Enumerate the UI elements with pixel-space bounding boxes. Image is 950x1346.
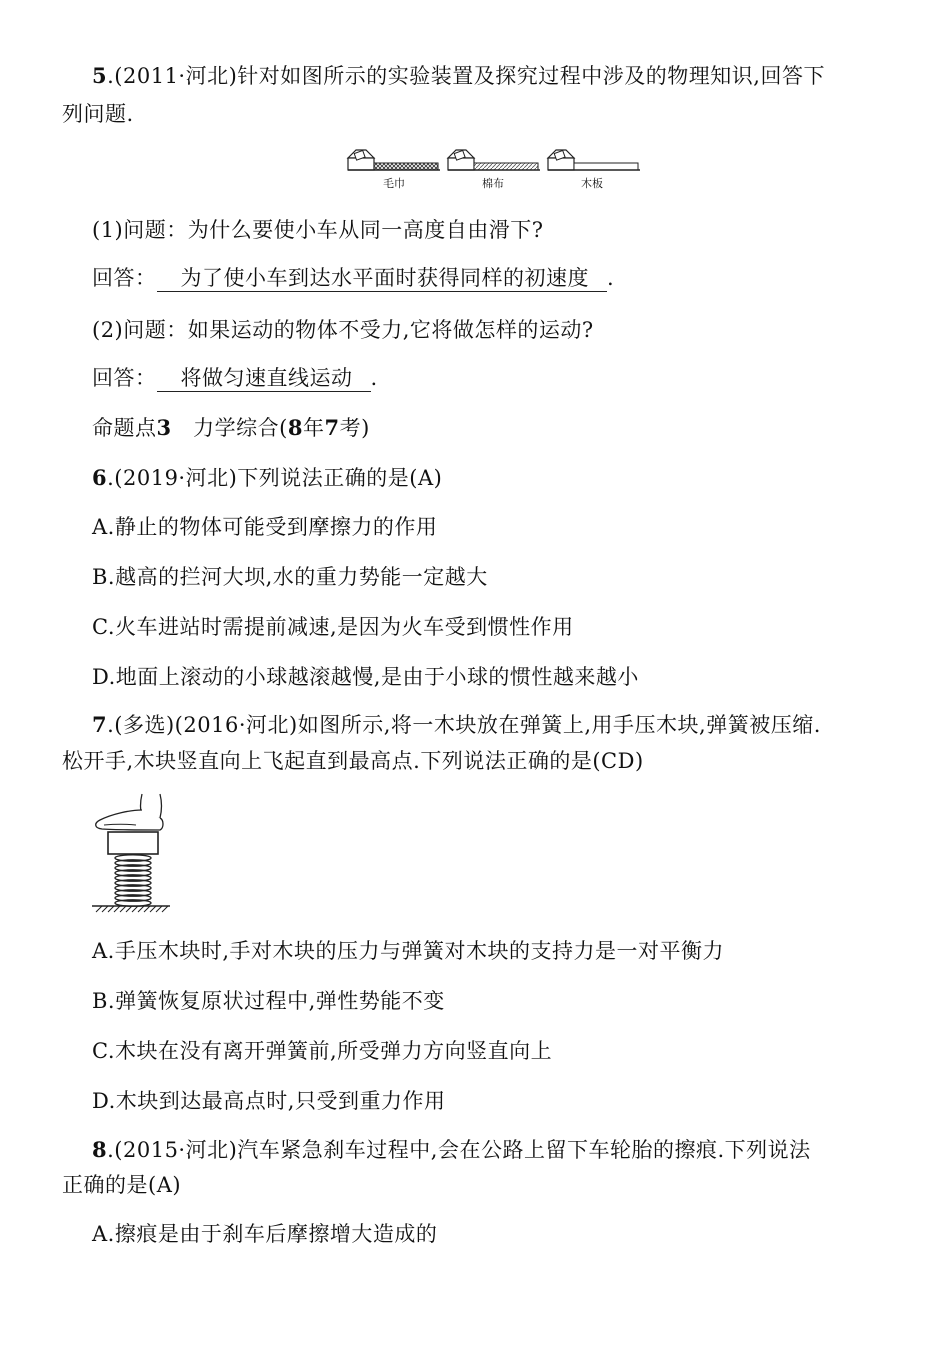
section-number: 3 bbox=[156, 415, 172, 440]
spring-block-figure bbox=[90, 792, 172, 914]
setup-towel bbox=[348, 150, 440, 170]
answer-label: 回答： bbox=[92, 266, 157, 290]
section-end: 考) bbox=[339, 416, 370, 440]
q8-stem-line2: 正确的是(A) bbox=[62, 1173, 182, 1197]
hand-icon bbox=[96, 794, 163, 830]
section-prefix: 命题点 bbox=[92, 416, 157, 440]
ground-icon bbox=[92, 906, 170, 912]
q6-option-c: C.火车进站时需提前减速,是因为火车受到惯性作用 bbox=[92, 615, 574, 639]
q8-number: 8 bbox=[92, 1137, 108, 1162]
figure-label-towel: 毛巾 bbox=[383, 177, 405, 190]
q5-stem-text: .(2011·河北)针对如图所示的实验装置及探究过程中涉及的物理知识,回答下 bbox=[107, 64, 825, 88]
q7-stem-text: .(多选)(2016·河北)如图所示,将一木块放在弹簧上,用手压木块,弹簧被压缩. bbox=[107, 713, 821, 737]
section-title: 力学综合( bbox=[193, 416, 288, 440]
q7-option-a: A.手压木块时,手对木块的压力与弹簧对木块的支持力是一对平衡力 bbox=[92, 939, 725, 963]
q5-sub2-question: (2)问题：如果运动的物体不受力,它将做怎样的运动? bbox=[92, 318, 594, 342]
setup-board bbox=[548, 150, 640, 170]
answer-period: . bbox=[607, 266, 615, 290]
q5-stem-line1 bbox=[92, 64, 825, 88]
q8-stem-line1 bbox=[92, 1138, 811, 1162]
q7-option-b: B.弹簧恢复原状过程中,弹性势能不变 bbox=[92, 989, 445, 1013]
q6-stem bbox=[92, 466, 442, 490]
q8-stem-text: .(2015·河北)汽车紧急刹车过程中,会在公路上留下车轮胎的擦痕.下列说法 bbox=[107, 1138, 811, 1162]
answer-period: . bbox=[370, 366, 378, 390]
section-years: 8 bbox=[287, 415, 303, 440]
q6-option-b: B.越高的拦河大坝,水的重力势能一定越大 bbox=[92, 565, 488, 589]
q5-sub2-answer-line bbox=[92, 366, 378, 392]
q5-sub2-answer: 将做匀速直线运动 bbox=[157, 366, 371, 392]
q7-number: 7 bbox=[92, 712, 108, 737]
q6-option-d: D.地面上滚动的小球越滚越慢,是由于小球的惯性越来越小 bbox=[92, 665, 639, 689]
q5-number: 5 bbox=[92, 63, 108, 88]
q8-option-a: A.擦痕是由于刹车后摩擦增大造成的 bbox=[92, 1222, 438, 1246]
q7-option-c: C.木块在没有离开弹簧前,所受弹力方向竖直向上 bbox=[92, 1039, 553, 1063]
q5-stem-line2: 列问题. bbox=[62, 102, 134, 126]
figure-label-board: 木板 bbox=[581, 177, 603, 190]
answer-label: 回答： bbox=[92, 366, 157, 390]
q7-option-d: D.木块到达最高点时,只受到重力作用 bbox=[92, 1089, 446, 1113]
setup-cotton bbox=[448, 150, 540, 170]
section-heading bbox=[92, 416, 370, 440]
wood-block bbox=[108, 832, 158, 854]
q5-sub1-answer-line bbox=[92, 266, 614, 292]
section-exams: 7 bbox=[324, 415, 340, 440]
q6-option-a: A.静止的物体可能受到摩擦力的作用 bbox=[92, 515, 438, 539]
q5-sub1-answer: 为了使小车到达水平面时获得同样的初速度 bbox=[157, 266, 608, 292]
q6-number: 6 bbox=[92, 465, 108, 490]
spring-icon bbox=[115, 855, 151, 906]
figure-label-cotton: 棉布 bbox=[482, 177, 504, 190]
q7-stem-line1 bbox=[92, 713, 821, 737]
q5-sub1-question: (1)问题：为什么要使小车从同一高度自由滑下? bbox=[92, 218, 544, 242]
section-year-word: 年 bbox=[302, 416, 325, 440]
q6-stem-text: .(2019·河北)下列说法正确的是(A) bbox=[107, 466, 443, 490]
q7-stem-line2: 松开手,木块竖直向上飞起直到最高点.下列说法正确的是(CD) bbox=[62, 749, 644, 773]
